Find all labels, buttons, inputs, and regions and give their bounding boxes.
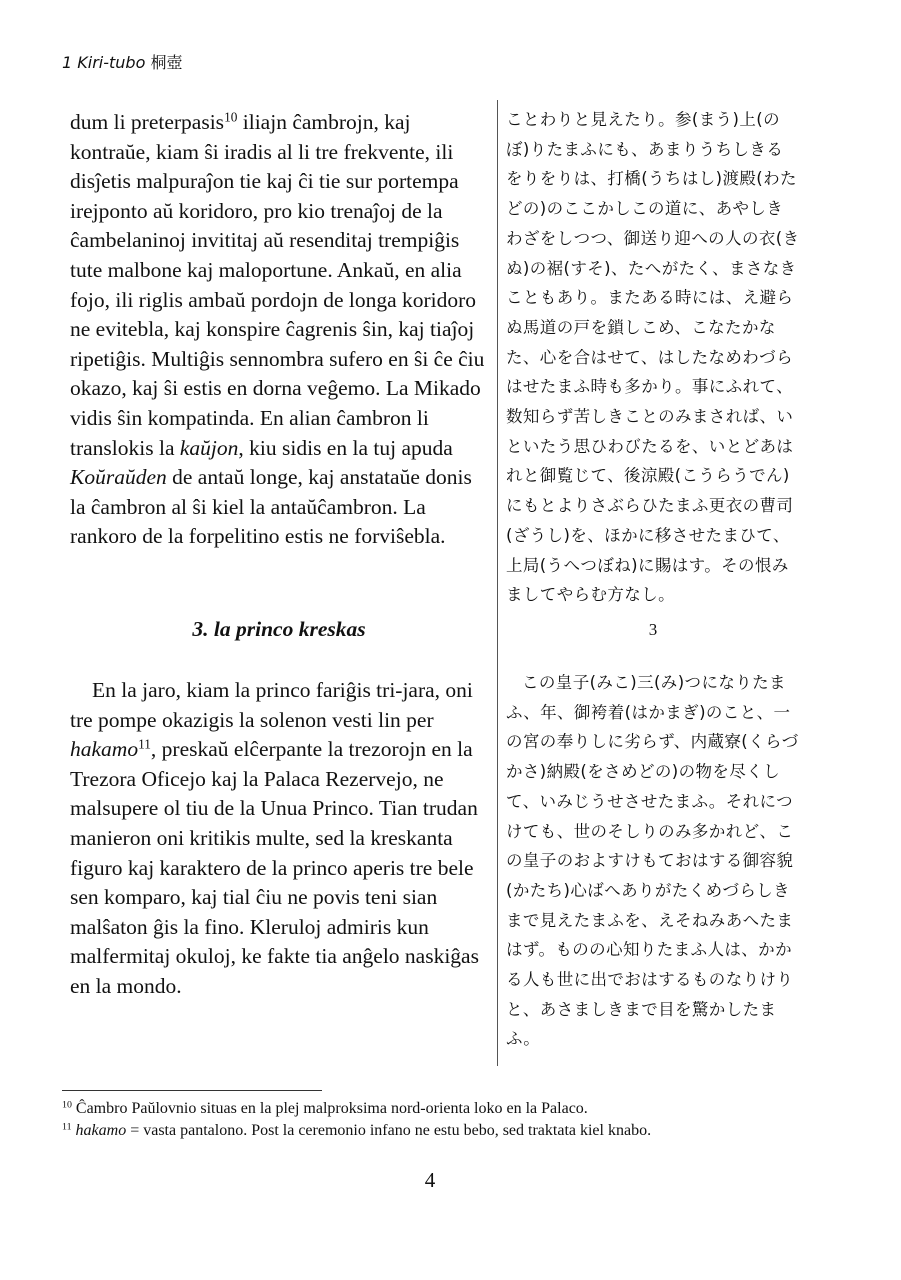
chapter-title: 1 Kiri-tubo (62, 53, 146, 72)
japanese-column-top (506, 105, 800, 610)
japanese-paragraph-2: この皇子(みこ)三(み)つになりたまふ、年、御袴着(はかまぎ)のこと、一の宮の奉りしに劣らず、内蔵寮(くらづかさ)納殿(をさめどの)の物を尽くして、いみじうせさせたまふ。それにつけても、世のそしりのみ多かれど、この皇子のおよすけもておはする御容貌(かたち)心ばへありがたくめづらしきまで見えたまふを、えそねみあへたまはず。ものの心知りたまふ人は、かかる人も世に出でおはするものなりけりと、あさましきまで目を驚かしたまふ。 (506, 673, 799, 1049)
japanese-section-number: 3 (648, 620, 658, 639)
esperanto-paragraph-1: dum li preterpasis$^{10}$ iliajn ĉambrojn, kaj kontraŭe, kiam ŝi iradis al li tre frekvente, ili disĵetis malpuraĵon tie kaj ĉi tie sur portempa irejponto aŭ koridoro, pro kio trenaĵoj de la ĉambelaninoj invititaj aŭ resenditaj trempiĝis tute malbone kaj maloportune. Ankaŭ, en alia fojo, ili riglis ambaŭ pordojn de longa koridoro ne evitebla, kaj konspire ĉagrenis ŝin, kaj tiaĵoj ripetiĝis. Multiĝis sennombra sufero en ŝi ĉe ĉiu okazo, kaj ŝi estis en dorna veĝemo. La Mikado vidis ŝin kompatinda. En alian ĉambron li translokis la kaŭjon, kiu sidis en la tuj apuda Koŭraŭden de antaŭ longe, kaj anstataŭe donis la ĉambron al ŝi kiel la antaŭĉambron. La rankoro de la forpelitino estis ne forviŝebla. (70, 109, 485, 549)
esperanto-paragraph-2: En la jaro, kiam la princo fariĝis tri-jara, oni tre pompe okazigis la solenon vesti lin per hakamo$^{11}$, preskaŭ elĉerpante la trezorojn en la Trezora Oficejo kaj la Palaca Rezervejo, ne malsupere ol tiu de la Unua Princo. Tian trudan manieron oni kritikis multe, sed la kreskanta figuro kaj karaktero de la princo aperis tre bele sen komparo, kaj tial ĉiu ne povis teni sian malŝaton ĝis la fino. Kleruloj admiris kun malfermitaj okuloj, ke fakte tia anĝelo naskiĝas en la mondo. (70, 678, 479, 998)
term-kaujon: kaŭjon (179, 435, 239, 460)
column-divider (497, 100, 498, 1066)
japanese-column-bottom (506, 668, 800, 1054)
footnotes (62, 1098, 852, 1142)
section-heading: 3. la princo kreskas (192, 617, 366, 641)
page-number: 4 (424, 1168, 436, 1192)
footnote-ref-11[interactable]: 11 (138, 736, 151, 752)
chapter-title-kanji: 桐壺 (150, 53, 183, 72)
footnote-10: $^{10}$ Ĉambro Paŭlovnio situas en la plej malproksima nord-orienta loko en la Palaco. (62, 1099, 588, 1117)
term-kouirauden: Koŭraŭden (70, 465, 167, 490)
esperanto-column-bottom (70, 676, 488, 1002)
footnote-11: $^{11}$ hakamo = vasta pantalono. Post la ceremonio infano ne estu bebo, sed traktata kiel knabo. (62, 1121, 652, 1139)
esperanto-column-top (70, 108, 488, 552)
footnote-separator (62, 1090, 322, 1091)
japanese-paragraph-1: ことわりと見えたり。参(まう)上(のぼ)りたまふにも、あまりうちしきるをりをりは、打橋(うちはし)渡殿(わたどの)のここかしこの道に、あやしきわざをしつつ、御送り迎への人の衣(きぬ)の裾(すそ)、たへがたく、まさなきこともあり。またある時には、え避らぬ馬道の戸を鎖しこめ、こなたかなた、心を合はせて、はしたなめわづらはせたまふ時も多かり。事にふれて、数知らず苦しきことのみまされば、いといたう思ひわびたるを、いとどあはれと御覧じて、後涼殿(こうらうでん)にもとよりさぶらひたまふ更衣の曹司(ざうし)を、ほかに移させたまひて、上局(うへつぼね)に賜はす。その恨みましてやらむ方なし。 (506, 110, 800, 605)
footnote-ref-10[interactable]: 10 (224, 109, 238, 125)
term-hakamo: hakamo (70, 737, 139, 762)
running-header (62, 50, 182, 73)
